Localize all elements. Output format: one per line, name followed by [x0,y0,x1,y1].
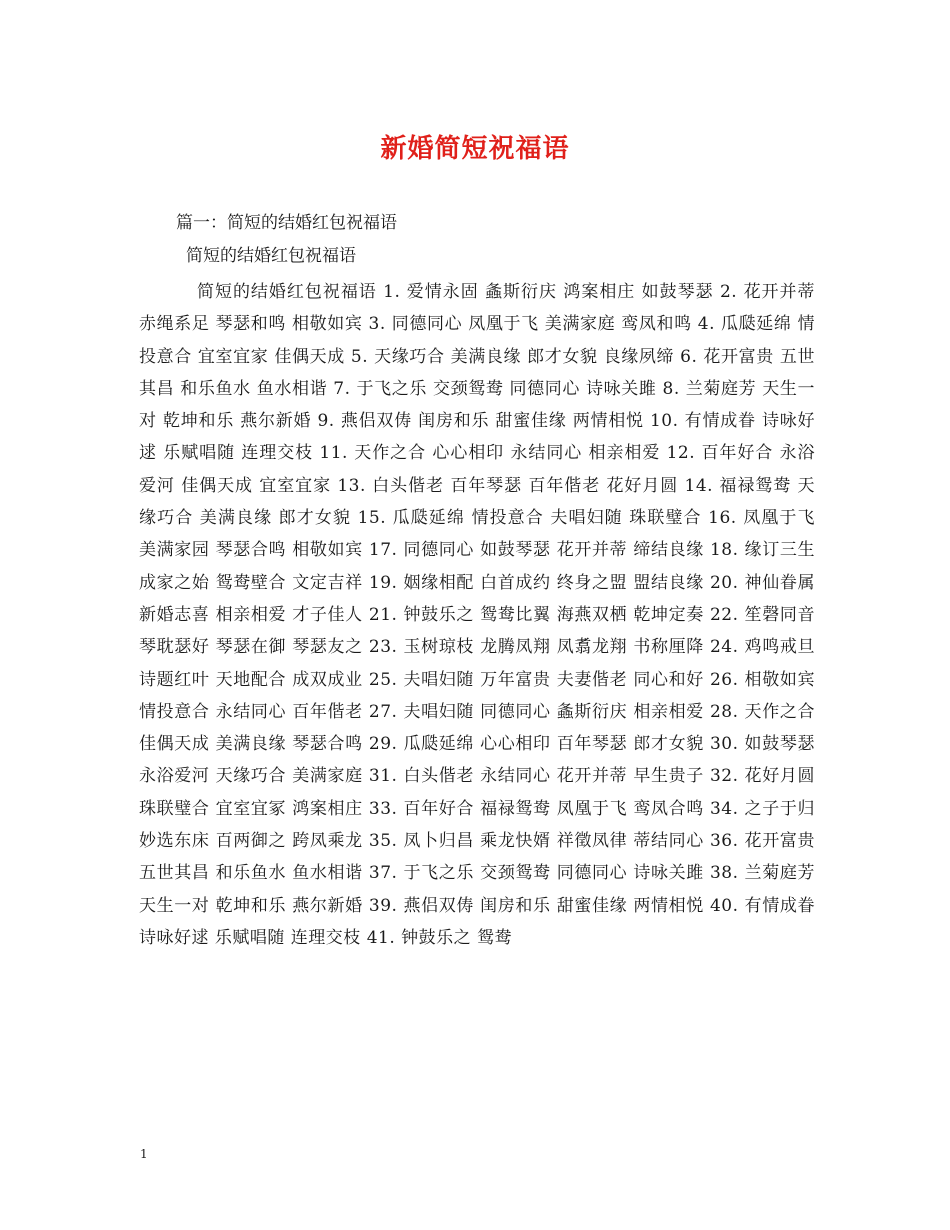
document-title: 新婚简短祝福语 [380,134,570,164]
section-heading: 篇一：简短的结婚红包祝福语 [176,213,397,233]
section-subheading: 简短的结婚红包祝福语 [186,246,356,266]
page-number: 1 [140,1147,148,1161]
body-paragraph: 简短的结婚红包祝福语 1. 爱情永固 螽斯衍庆 鸿案相庄 如鼓琴瑟 2. 花开并蒂 赤绳系足 琴瑟和鸣 相敬如宾 3. 同德同心 凤凰于飞 美满家庭 鸾凤和鸣 4. 瓜瓞延绵 情投意合 宜室宜家 佳偶天成 5. 天缘巧合 美满良缘 郎才女貌 良缘夙缔 6. 花开富贵 五世其昌 和乐鱼水 鱼水相谐 7. 于飞之乐 交颈鸳鸯 同德同心 诗咏关雎 8. 兰菊庭芳 天生一对 乾坤和乐 燕尔新婚 9. 燕侣双俦 闺房和乐 甜蜜佳缘 两情相悦 10. 有情成眷 诗咏好逑 乐赋唱随 连理交枝 11. 天作之合 心心相印 永结同心 相亲相爱 12. 百年好合 永浴爱河 佳偶天成 宜室宜家 13. 白头偕老 百年琴瑟 百年偕老 花好月圆 14. 福禄鸳鸯 天缘巧合 美满良缘 郎才女貌 15. 瓜瓞延绵 情投意合 夫唱妇随 珠联璧合 16. 凤凰于飞 美满家园 琴瑟合鸣 相敬如宾 17. 同德同心 如鼓琴瑟 花开并蒂 缔结良缘 18. 缘订三生 成家之始 鸳鸯壁合 文定吉祥 19. 姻缘相配 白首成约 终身之盟 盟结良缘 20. 神仙眷属 新婚志喜 相亲相爱 才子佳人 21. 钟鼓乐之 鸳鸯比翼 海燕双栖 乾坤定奏 22. 笙磬同音 琴耽瑟好 琴瑟在御 琴瑟友之 23. 玉树琼枝 龙腾凤翔 凤翥龙翔 书称厘降 24. 鸡鸣戒旦 诗题红叶 天地配合 成双成业 25. 夫唱妇随 万年富贵 夫妻偕老 同心和好 26. 相敬如宾 情投意合 永结同心 百年偕老 27. 夫唱妇随 同德同心 螽斯衍庆 相亲相爱 28. 天作之合 佳偶天成 美满良缘 琴瑟合鸣 29. 瓜瓞延绵 心心相印 百年琴瑟 郎才女貌 30. 如鼓琴瑟 永浴爱河 天缘巧合 美满家庭 31. 白头偕老 永结同心 花开并蒂 早生贵子 32. 花好月圆 珠联璧合 宜室宜冢 鸿案相庄 33. 百年好合 福禄鸳鸯 凤凰于飞 鸾凤合鸣 34. 之子于归 妙选东床 百两御之 跨凤乘龙 35. 凤卜归昌 乘龙快婿 祥徵凤律 蒂结同心 36. 花开富贵 五世其昌 和乐鱼水 鱼水相谐 37. 于飞之乐 交颈鸳鸯 同德同心 诗咏关雎 38. 兰菊庭芳 天生一对 乾坤和乐 燕尔新婚 39. 燕侣双俦 闺房和乐 甜蜜佳缘 两情相悦 40. 有情成眷 诗咏好逑 乐赋唱随 连理交枝 41. 钟鼓乐之 鸳鸯 [139,282,815,948]
